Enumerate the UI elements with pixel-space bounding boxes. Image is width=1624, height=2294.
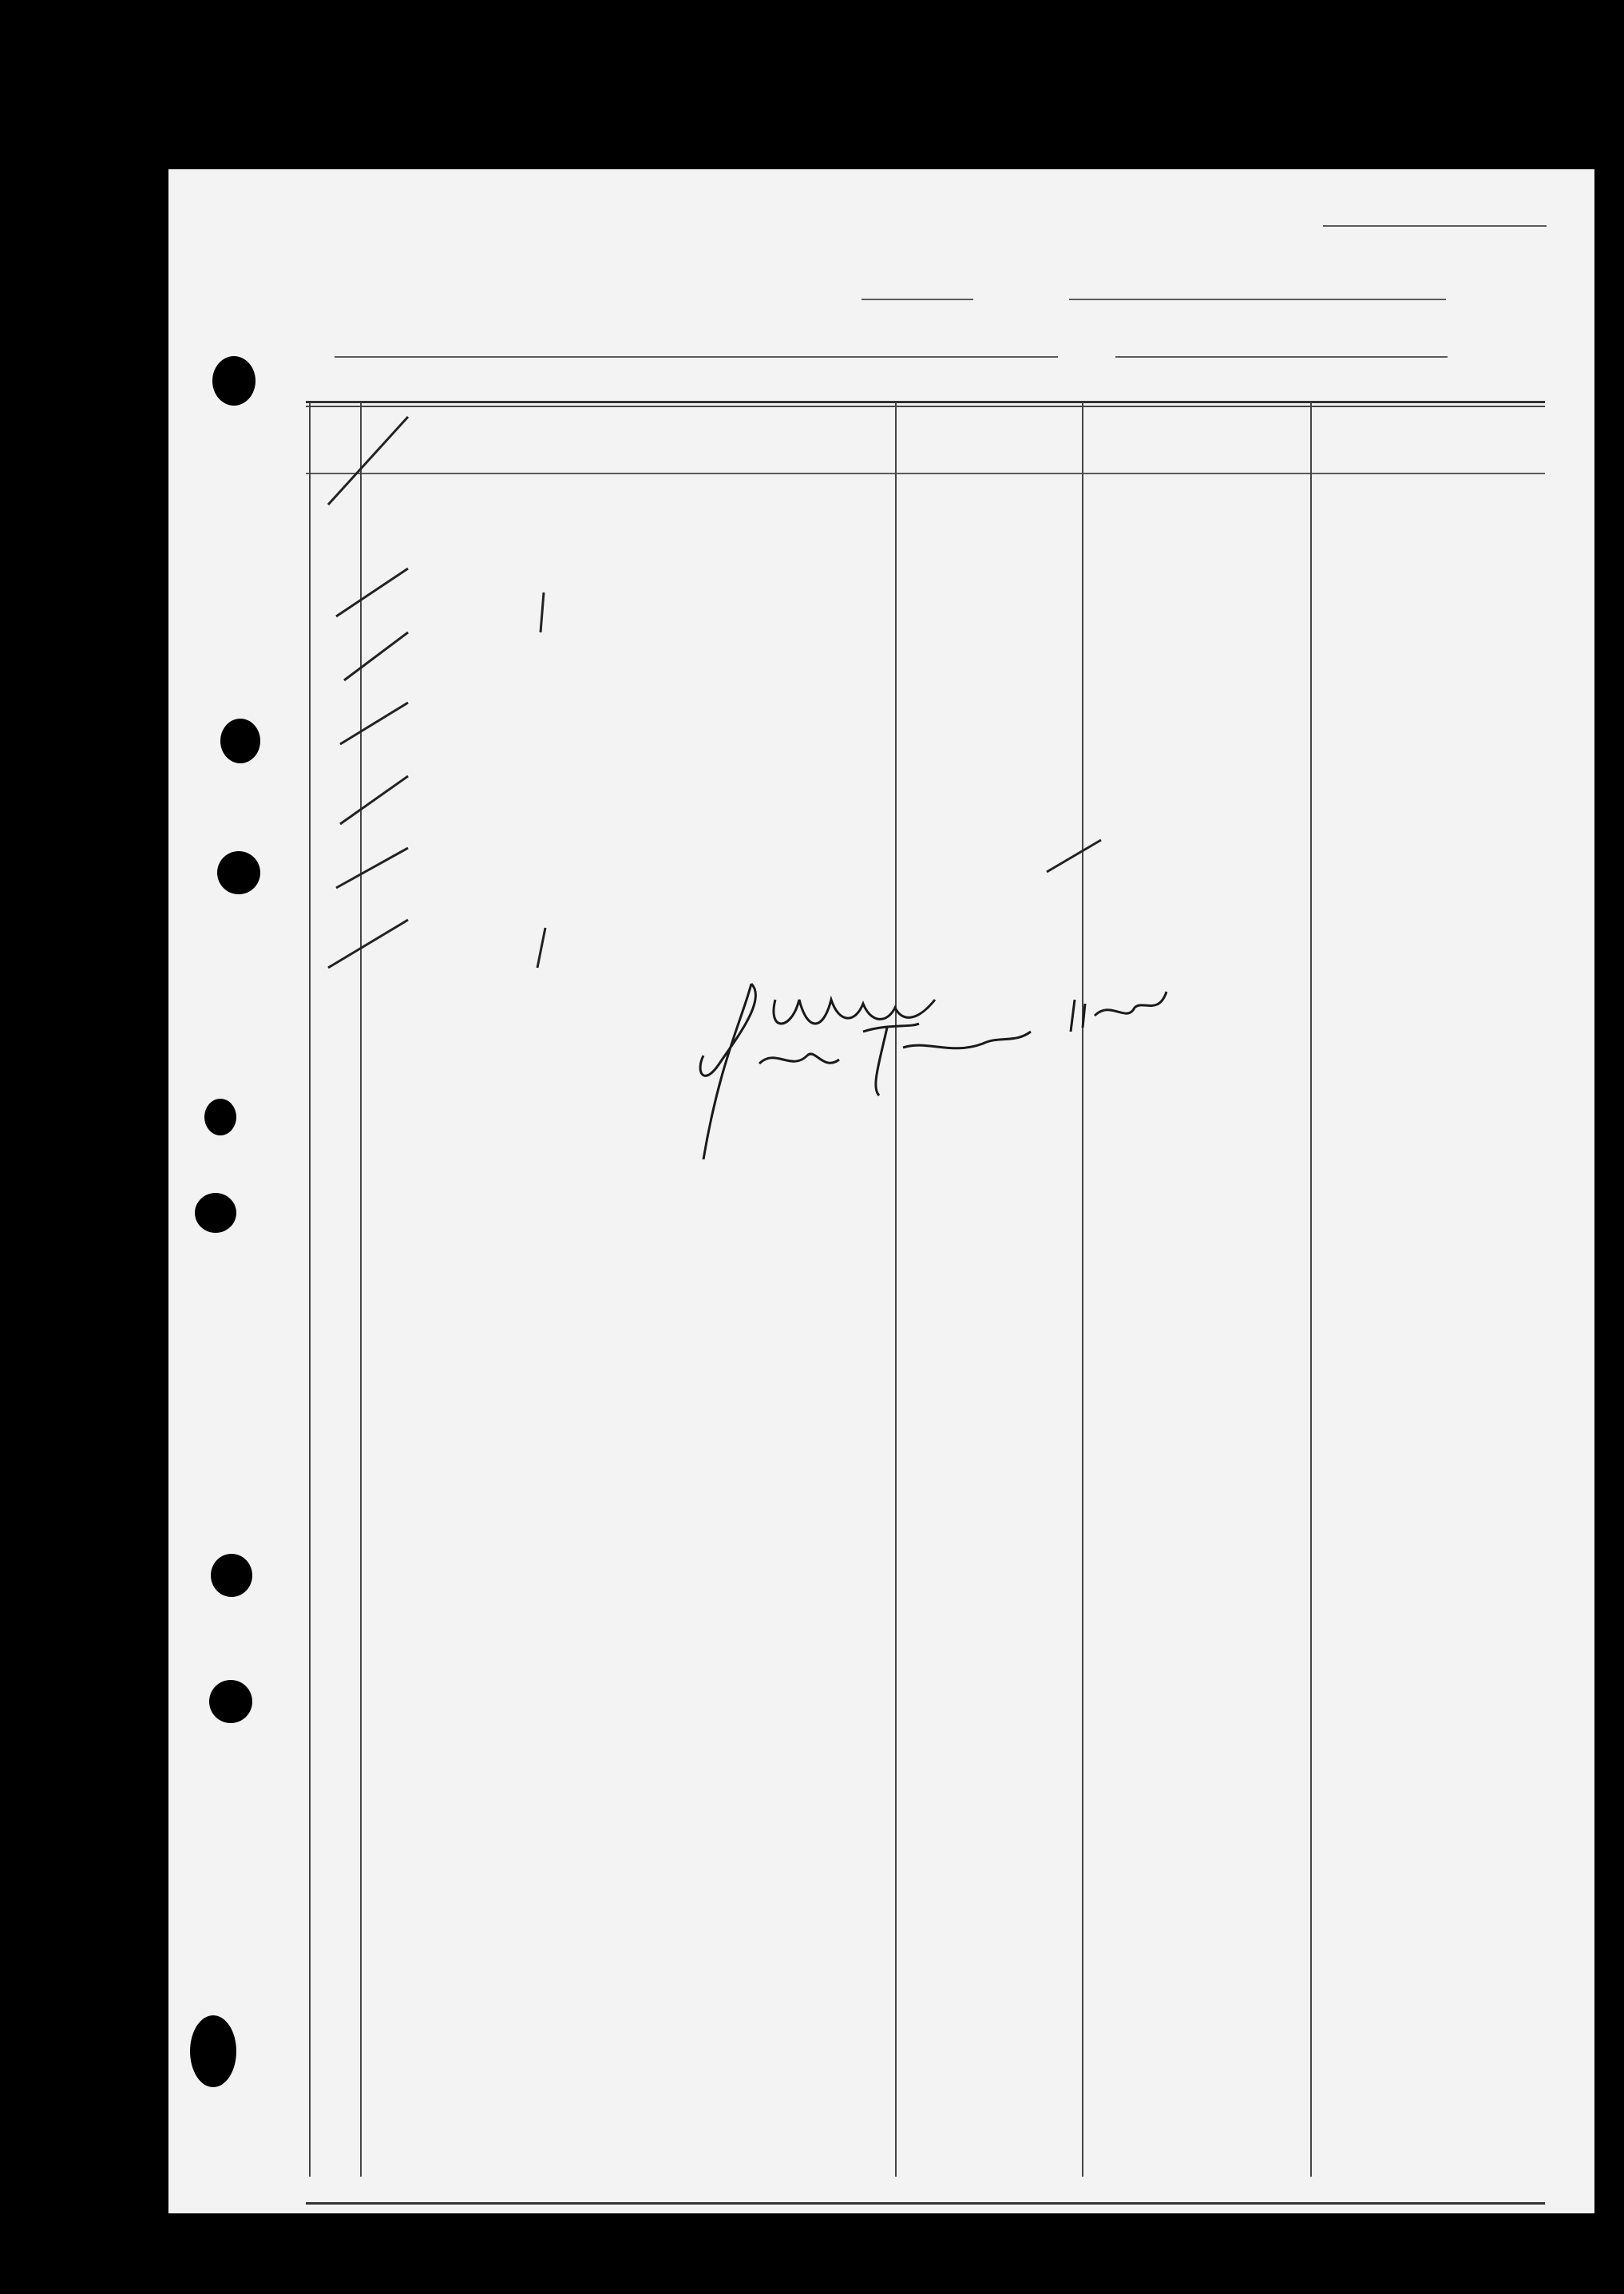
binder-hole: [190, 2015, 236, 2087]
binder-hole: [195, 1193, 236, 1233]
binder-hole: [204, 1099, 236, 1135]
binder-hole: [220, 719, 260, 763]
binder-hole: [217, 851, 260, 894]
binder-hole: [211, 1554, 252, 1597]
manifest-page: [168, 169, 1594, 2213]
pen-tick-marks: [168, 169, 1594, 1287]
binder-hole: [209, 1680, 252, 1723]
binder-hole: [212, 356, 255, 406]
